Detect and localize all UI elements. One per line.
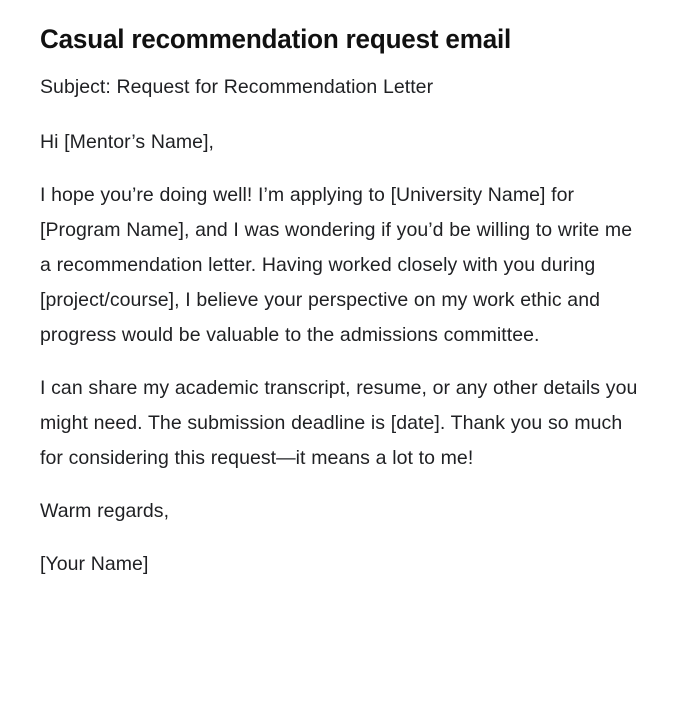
email-greeting: Hi [Mentor’s Name],	[40, 131, 215, 153]
email-body	[40, 70, 640, 582]
email-paragraph-1: I hope you’re doing well! I’m applying to [University Name] for [Program Name], and I was wondering if you’d be willing to write me a recommendation letter. Having worked closely with you during [project/course], I believe your perspective on my work ethic and progress would be valuable to the admissions committee.	[40, 184, 633, 346]
email-closing: Warm regards,	[40, 500, 170, 522]
email-subject-line: Subject: Request for Recommendation Letter	[40, 76, 434, 98]
email-signature: [Your Name]	[40, 553, 149, 575]
page-title: Casual recommendation request email	[40, 24, 512, 54]
email-paragraph-2: I can share my academic transcript, resume, or any other details you might need. The submission deadline is [date]. Thank you so much for considering this request—it means a lot to me!	[40, 377, 638, 469]
